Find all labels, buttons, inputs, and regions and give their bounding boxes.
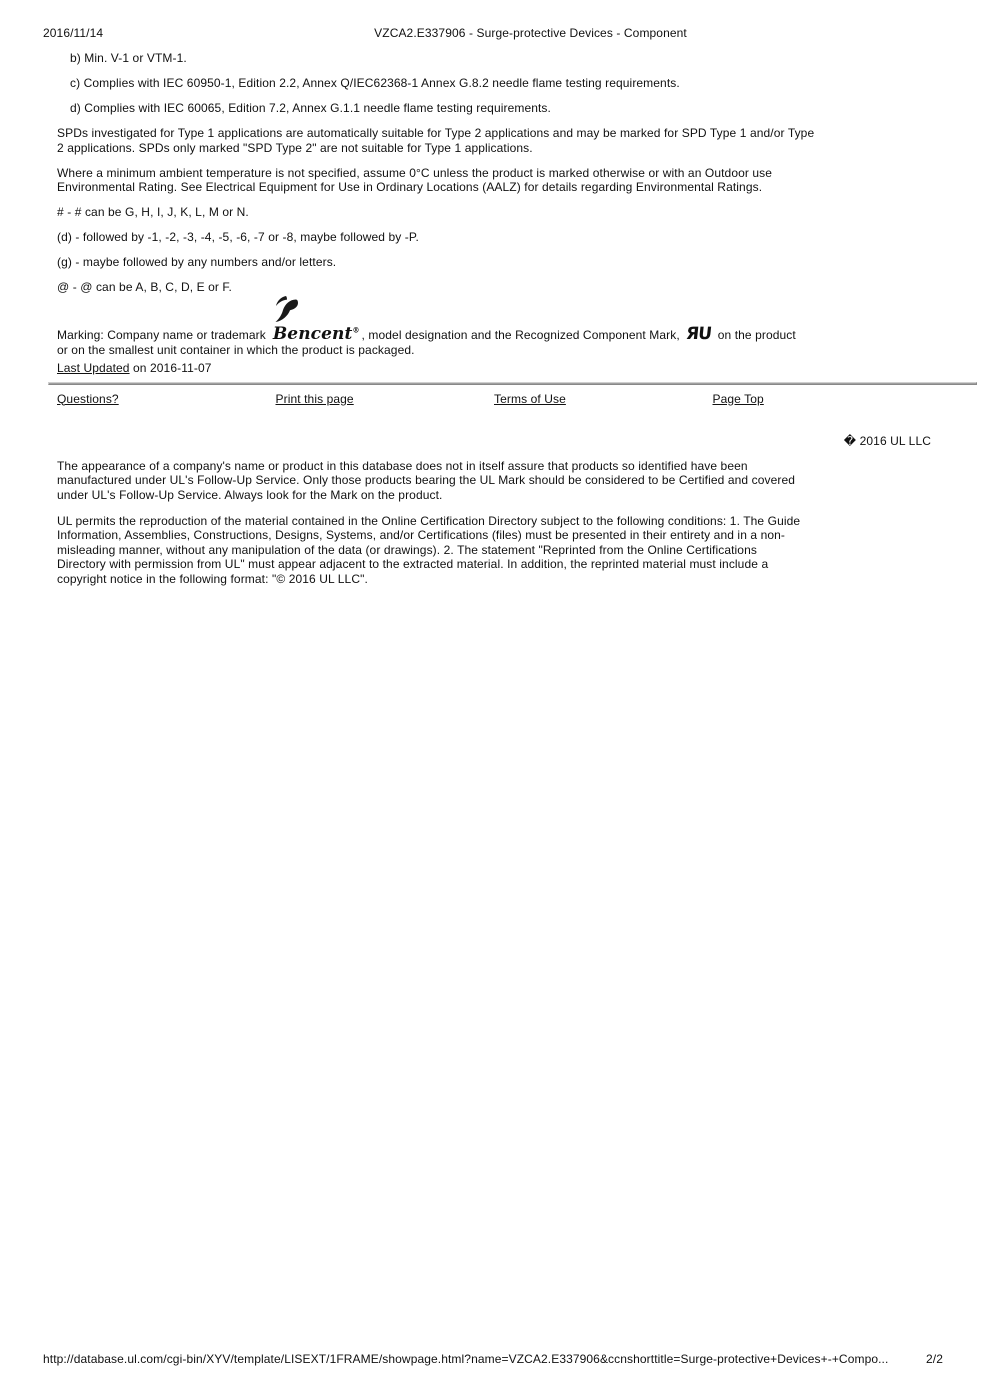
print-header	[43, 26, 943, 41]
ambient-paragraph	[57, 166, 931, 195]
footer-nav	[57, 392, 931, 407]
bencent-logo-text: Bencent®	[272, 323, 360, 344]
last-updated-link[interactable]: Last Updated	[57, 361, 130, 375]
text-line: SPDs investigated for Type 1 applications are automatically suitable for Type 2 applications and may be marked for SPD Type 1 and/or Type	[57, 126, 815, 140]
marking-middle: , model designation and the Recognized Component Mark,	[361, 328, 680, 342]
legal-paragraph-appearance	[57, 459, 931, 503]
text-line: 2 applications. SPDs only marked "SPD Type 2" are not suitable for Type 1 applications.	[57, 140, 533, 155]
marking-end: on the product	[717, 328, 796, 342]
marking-line-2: or on the smallest unit container in which the product is packaged.	[57, 342, 415, 357]
text-line: copyright notice in the following format: "© 2016 UL LLC".	[57, 571, 368, 586]
list-item-b: b) Min. V-1 or VTM-1.	[70, 51, 187, 65]
text-line: misleading manner, without any manipulation of the data (or drawings). 2. The statement "Reprinted from the Online Certifications	[57, 542, 757, 557]
marking-paragraph	[57, 309, 931, 358]
copyright-line: � 2016 UL LLC	[843, 434, 931, 448]
print-footer	[43, 1352, 943, 1366]
registered-trademark-icon: ®	[352, 324, 360, 334]
last-updated-line	[57, 361, 931, 376]
note-hash: # - # can be G, H, I, J, K, L, M or N.	[57, 205, 249, 219]
page-title: VZCA2.E337906 - Surge-protective Devices - Component	[374, 26, 687, 40]
document-body	[57, 45, 931, 586]
footer-page-number: 2/2	[926, 1352, 943, 1366]
marking-line-1	[57, 309, 931, 343]
text-line: manufactured under UL's Follow-Up Service. Only those products bearing the UL Mark should be considered to be Certified and covered	[57, 473, 795, 487]
text-line: The appearance of a company's name or product in this database does not in itself assure that products so identified have been	[57, 458, 748, 473]
bencent-logo	[273, 295, 360, 343]
text-line: UL permits the reproduction of the material contained in the Online Certification Directory subject to the following conditions: 1. The Guide	[57, 513, 801, 528]
terms-of-use-link[interactable]: Terms of Use	[494, 391, 566, 406]
print-date: 2016/11/14	[43, 26, 104, 40]
list-item-c: c) Complies with IEC 60950-1, Edition 2.2, Annex Q/IEC62368-1 Annex G.8.2 needle flame testing requirements.	[70, 76, 680, 90]
ul-recognized-component-mark-icon: ЯU	[684, 323, 712, 344]
print-this-page-link[interactable]: Print this page	[275, 391, 354, 406]
marking-prefix: Marking: Company name or trademark	[57, 328, 266, 342]
text-line: Where a minimum ambient temperature is not specified, assume 0°C unless the product is marked otherwise or with an Outdoor use	[57, 165, 773, 180]
questions-link[interactable]: Questions?	[57, 391, 119, 406]
text-line: Directory with permission from UL" must appear adjacent to the extracted material. In addition, the reprinted material must include a	[57, 557, 769, 571]
note-at: @ - @ can be A, B, C, D, E or F.	[57, 280, 232, 294]
footer-url: http://database.ul.com/cgi-bin/XYV/template/LISEXT/1FRAME/showpage.html?name=VZCA2.E337906&ccnshorttitle=Surge-protective+Devices+-+Compo...	[43, 1352, 889, 1366]
divider	[48, 382, 977, 385]
bencent-swoosh-icon	[273, 295, 299, 325]
text-line: Information, Assemblies, Constructions, Designs, Systems, and/or Certifications (files) must be presented in their entirety and in a non-	[57, 528, 786, 542]
page-top-link[interactable]: Page Top	[712, 391, 764, 406]
text-line: under UL's Follow-Up Service. Always look for the Mark on the product.	[57, 487, 443, 502]
legal-paragraph-reproduction	[57, 514, 931, 587]
spd-paragraph	[57, 126, 931, 155]
list-item-d: d) Complies with IEC 60065, Edition 7.2, Annex G.1.1 needle flame testing requirements.	[70, 101, 551, 115]
note-d: (d) - followed by -1, -2, -3, -4, -5, -6, -7 or -8, maybe followed by -P.	[57, 230, 419, 244]
text-line: Environmental Rating. See Electrical Equipment for Use in Ordinary Locations (AALZ) for details regarding Environmental Ratings.	[57, 180, 763, 194]
last-updated-date: on 2016-11-07	[129, 361, 212, 375]
note-g: (g) - maybe followed by any numbers and/or letters.	[57, 255, 337, 269]
